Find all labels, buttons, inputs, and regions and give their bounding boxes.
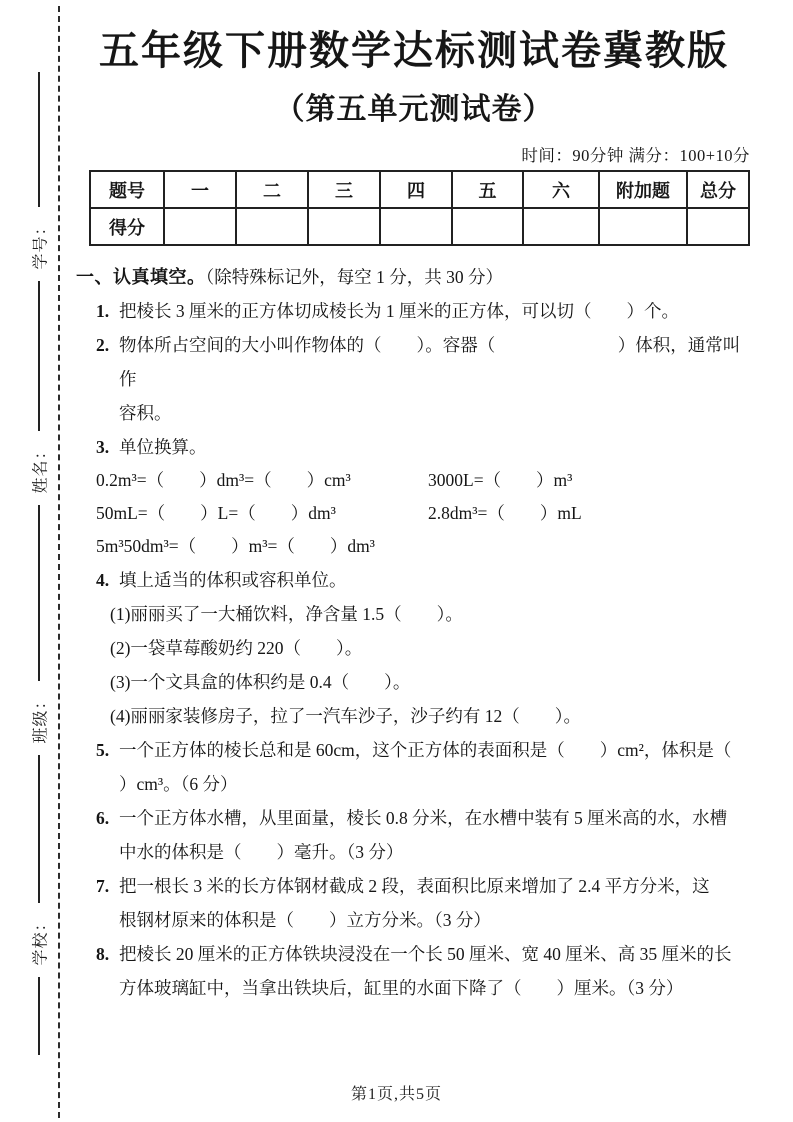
- question-4-subitem: (3)一个文具盒的体积约是 0.4（ ）。: [110, 672, 411, 692]
- question-1: [96, 294, 752, 328]
- question-4-subitem: (2)一袋草莓酸奶约 220（ ）。: [110, 638, 363, 658]
- score-cell-empty: [236, 208, 308, 245]
- question-number: 1.: [96, 301, 110, 321]
- exam-title: 五年级下册数学达标测试卷冀教版: [99, 28, 729, 73]
- question-line: 把一根长 3 米的长方体钢材截成 2 段，表面积比原来增加了 2.4 平方分米，这: [119, 876, 710, 896]
- question-number: 7.: [96, 876, 110, 896]
- score-table-cell: 三: [308, 171, 380, 208]
- question-6: [96, 801, 752, 869]
- score-cell-empty: [164, 208, 236, 245]
- score-table-cell: 四: [380, 171, 452, 208]
- conversion-left: 0.2m³=（ ）dm³=（ ）cm³: [96, 470, 351, 490]
- score-table: [89, 170, 750, 246]
- sidebar-field-label: 姓名：: [32, 442, 50, 494]
- score-cell-empty: [687, 208, 749, 245]
- question-line: 物体所占空间的大小叫作物体的（ ）。容器（ ）体积，通常叫作: [119, 335, 741, 389]
- exam-content: [76, 0, 752, 1005]
- question-list: [76, 294, 752, 1005]
- question-number: 5.: [96, 740, 110, 760]
- score-table-header-row: [90, 171, 749, 208]
- conversion-row: [96, 530, 752, 563]
- conversion-left: 5m³50dm³=（ ）m³=（ ）dm³: [96, 536, 375, 556]
- conversion-row: [96, 464, 752, 497]
- section-heading: [76, 262, 752, 292]
- blank-line: [38, 72, 40, 207]
- sidebar-field-class: [26, 688, 52, 748]
- score-table-cell: 二: [236, 171, 308, 208]
- score-table-cell: 得分: [90, 208, 164, 245]
- question-line: 一个正方体水槽，从里面量，棱长 0.8 分米，在水槽中装有 5 厘米高的水，水槽: [119, 808, 728, 828]
- sidebar-field-label: 班级：: [32, 692, 50, 744]
- sidebar-field-name: [26, 438, 52, 498]
- question-4-subitem: (4)丽丽家装修房子，拉了一汽车沙子，沙子约有 12（ ）。: [110, 706, 582, 726]
- question-line: 中水的体积是（ ）毫升。（3 分）: [119, 842, 404, 862]
- question-8: [96, 937, 752, 1005]
- student-info-column: [24, 72, 54, 1055]
- blank-line: [38, 281, 40, 431]
- question-number: 8.: [96, 944, 110, 964]
- dashed-cut-line: [58, 6, 60, 1118]
- score-table-cell: 总分: [687, 171, 749, 208]
- section-note: （除特殊标记外，每空 1 分，共 30 分）: [205, 267, 503, 287]
- sidebar-field-student-id: [26, 214, 52, 274]
- question-line: ）cm³。（6 分）: [119, 774, 238, 794]
- score-table-score-row: [90, 208, 749, 245]
- sidebar-field-label: 学号：: [32, 218, 50, 270]
- question-line: 根钢材原来的体积是（ ）立方分米。（3 分）: [119, 910, 491, 930]
- blank-line: [38, 505, 40, 681]
- question-line: 方体玻璃缸中，当拿出铁块后，缸里的水面下降了（ ）厘米。（3 分）: [119, 978, 684, 998]
- exam-subtitle: （第五单元测试卷）: [274, 93, 554, 126]
- question-2: [96, 328, 752, 430]
- score-table-cell: 附加题: [599, 171, 687, 208]
- blank-line: [38, 755, 40, 903]
- score-cell-empty: [599, 208, 687, 245]
- conversion-right: 2.8dm³=（ ）mL: [428, 503, 582, 523]
- question-7: [96, 869, 752, 937]
- question-4-subitem: (1)丽丽买了一大桶饮料，净含量 1.5（ ）。: [110, 604, 463, 624]
- page-footer: 第1页,共5页: [350, 1086, 442, 1103]
- sidebar-field-school: [26, 910, 52, 970]
- question-3: [96, 430, 752, 464]
- score-cell-empty: [308, 208, 380, 245]
- score-table-cell: 一: [164, 171, 236, 208]
- score-table-cell: 题号: [90, 171, 164, 208]
- exam-meta: 时间：90分钟 满分：100+10分: [521, 146, 750, 165]
- section-title: 一、认真填空。: [76, 267, 206, 287]
- question-line: 一个正方体的棱长总和是 60cm，这个正方体的表面积是（ ）cm²，体积是（: [119, 740, 732, 760]
- question-text: 单位换算。: [119, 437, 207, 457]
- question-4: [96, 563, 752, 597]
- conversion-right: 3000L=（ ）m³: [428, 470, 573, 490]
- score-cell-empty: [523, 208, 599, 245]
- score-table-cell: 五: [452, 171, 523, 208]
- blank-line: [38, 977, 40, 1055]
- question-text: 填上适当的体积或容积单位。: [119, 570, 347, 590]
- conversion-left: 50mL=（ ）L=（ ）dm³: [96, 503, 336, 523]
- question-line: 容积。: [119, 403, 172, 423]
- question-number: 2.: [96, 335, 110, 355]
- conversion-right: [428, 530, 752, 563]
- score-table-cell: 六: [523, 171, 599, 208]
- question-number: 6.: [96, 808, 110, 828]
- sidebar-field-label: 学校：: [32, 914, 50, 966]
- question-line: 把棱长 20 厘米的正方体铁块浸没在一个长 50 厘米、宽 40 厘米、高 35 厘米的长: [119, 944, 732, 964]
- question-5: [96, 733, 752, 801]
- question-number: 3.: [96, 437, 110, 457]
- conversion-row: [96, 497, 752, 530]
- question-number: 4.: [96, 570, 110, 590]
- score-cell-empty: [452, 208, 523, 245]
- question-text: 把棱长 3 厘米的正方体切成棱长为 1 厘米的正方体，可以切（ ）个。: [119, 301, 679, 321]
- score-cell-empty: [380, 208, 452, 245]
